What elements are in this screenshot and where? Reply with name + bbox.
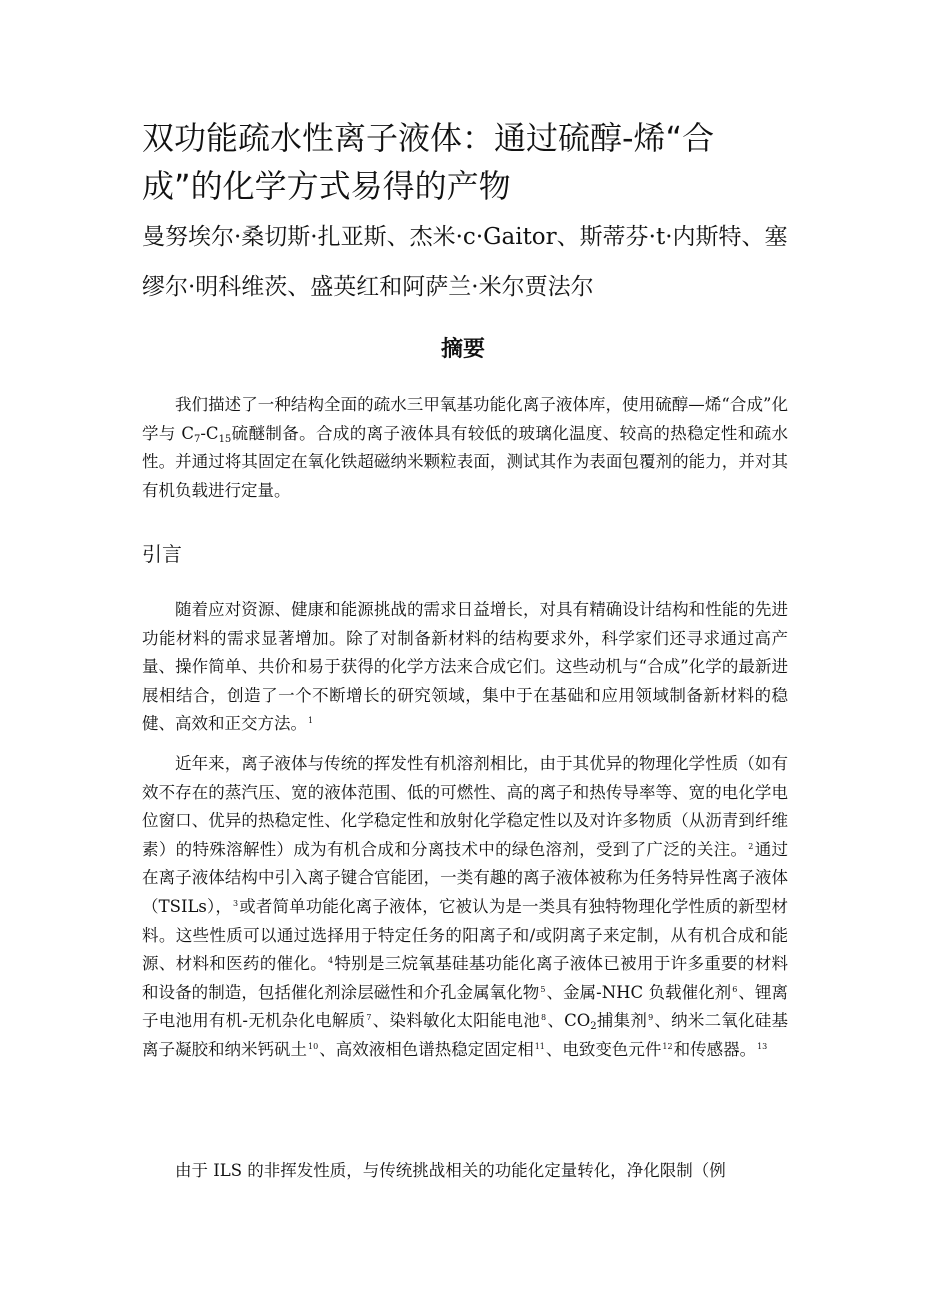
citation-ref: 5: [540, 984, 546, 994]
paragraph-text: 近年来，离子液体与传统的挥发性有机溶剂相比，由于其优异的物理化学性质（如有效不存在的蒸汽压、宽的液体范围、低的可燃性、高的离子和热传导率等、宽的电化学电位窗口、优异的热稳定性、化学稳定性和放射化学稳定性以及对许多物质（从沥青到纤维素）的特殊溶解性）成为有机合成和分离技术中的绿色溶剂，受到了广泛的关注。: [142, 754, 788, 859]
intro-paragraph-3: 由于 ILS 的非挥发性质，与传统挑战相关的功能化定量转化，净化限制（例: [175, 1161, 726, 1180]
citation-ref: 13: [757, 1041, 768, 1051]
abstract-text-part: -C: [200, 423, 219, 443]
paragraph-text: 或者简单功能化离子液体，它被认为是一类具有独特物理化学性质的新型材料。这些性质可以通过选择用于特定任务的阳离子和/或阴离子来定制，从有机合成和能源、材料和医药的催化。: [142, 896, 788, 974]
author-list: 曼努埃尔·桑切斯·扎亚斯、杰米·c·Gaitor、斯蒂芬·t·内斯特、塞缪尔·明科维茨、盛英红和阿萨兰·米尔贾法尔: [142, 224, 788, 300]
paragraph-text: 、电致变色元件: [545, 1039, 662, 1059]
subscript: 2: [590, 1021, 597, 1033]
citation-ref: 7: [366, 1013, 372, 1023]
citation-ref: 1: [308, 716, 314, 726]
abstract-heading: 摘要: [440, 337, 485, 362]
paragraph-text: 、纳米二氧化硅基离子凝胶和纳米钙矾土: [142, 1011, 789, 1059]
paragraph-text: 随着应对资源、健康和能源挑战的需求日益增长，对具有精确设计结构和性能的先进功能材料的需求显著增加。除了对制备新材料的结构要求外，科学家们还寻求通过高产量、操作简单、共价和易于获得的化学方法来合成它们。这些动机与“合成”化学的最新进展相结合，创造了一个不断增长的研究领域，集中于在基础和应用领域制备新材料的稳健、高效和正交方法。: [142, 600, 788, 734]
citation-ref: 12: [662, 1041, 673, 1051]
paragraph-text: 、高效液相色谱热稳定固定相: [319, 1039, 534, 1059]
citation-ref: 4: [327, 956, 334, 966]
abstract-text-part: 我们描述了一种结构全面的疏水三甲氧基功能化离子液体库，使用硫醇—烯“合成”化学与 C: [142, 395, 788, 443]
paragraph-text: 和传感器。: [673, 1039, 757, 1059]
paragraph-text: 特别是三烷氧基硅基功能化离子液体已被用于许多重要的材料和设备的制造，包括催化剂涂层磁性和介孔金属氧化物: [142, 954, 789, 1002]
paragraph-text: 通过在离子液体结构中引入离子键合官能团，一类有趣的离子液体被称为任务特异性离子液体（TSILs），: [142, 839, 789, 916]
citation-ref: 3: [233, 898, 239, 908]
citation-ref: 8: [541, 1013, 547, 1023]
paragraph-text: 、金属-NHC 负载催化剂: [546, 982, 732, 1002]
introduction-heading: 引言: [142, 542, 182, 566]
subscript: 7: [193, 433, 201, 445]
intro-paragraph-1: [142, 596, 788, 739]
abstract-text-part: 硫醚制备。合成的离子液体具有较低的玻璃化温度、较高的热稳定性和疏水性。并通过将其固定在氧化铁超磁纳米颗粒表面，测试其作为表面包覆剂的能力，并对其有机负载进行定量。: [142, 423, 788, 500]
citation-ref: 10: [308, 1041, 319, 1051]
paragraph-text: 、染料敏化太阳能电池: [372, 1011, 541, 1031]
citation-ref: 11: [534, 1041, 545, 1051]
paragraph-text: 、锂离子电池用有机-无机杂化电解质: [142, 982, 789, 1031]
paper-title: 双功能疏水性离子液体：通过硫醇-烯“合成”的化学方式易得的产物: [142, 119, 715, 205]
paragraph-text: 、CO: [547, 1011, 591, 1031]
citation-ref: 9: [648, 1013, 654, 1023]
abstract-text: [142, 391, 788, 505]
paragraph-text: 捕集剂: [596, 1011, 648, 1031]
intro-paragraph-2: [142, 750, 788, 1065]
subscript: 15: [218, 433, 232, 445]
citation-ref: 6: [732, 984, 738, 994]
citation-ref: 2: [748, 841, 754, 851]
